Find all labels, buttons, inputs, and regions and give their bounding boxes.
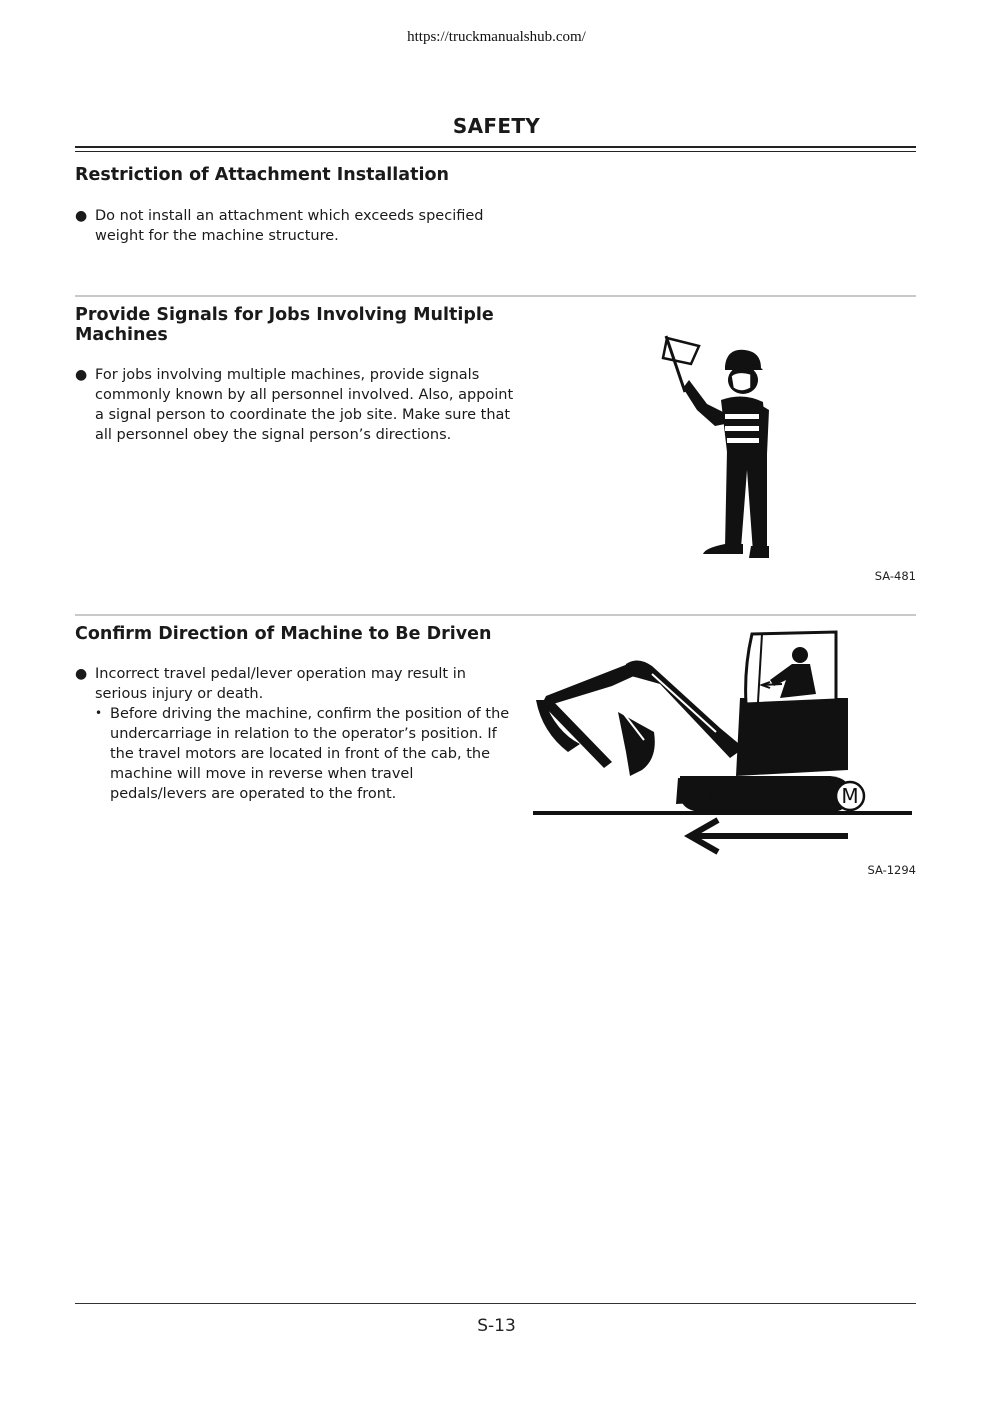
signal-person-figure — [655, 330, 785, 565]
sub-bullet-direction — [93, 704, 513, 804]
bullet-signals — [75, 365, 515, 445]
figure-caption: SA-1294 — [867, 863, 916, 877]
page-title: SAFETY — [452, 114, 541, 138]
footer-rule — [75, 1303, 916, 1304]
bullet-text: Do not install an attachment which exceeds specified weight for the machine structure. — [95, 208, 484, 244]
bullet-dot: ● — [75, 208, 88, 224]
motor-label: M — [841, 784, 859, 808]
section-divider — [75, 295, 916, 297]
section-heading-signals: Provide Signals for Jobs Involving Multiple Machines — [75, 305, 494, 345]
page-number: S-13 — [477, 1316, 516, 1336]
section-heading-attachment: Restriction of Attachment Installation — [75, 165, 449, 185]
bullet-direction — [75, 664, 515, 704]
sub-bullet-text: Before driving the machine, confirm the position of the undercarriage in relation to the operator’s position. If the travel motors are located in front of the cab, the machine will move in reverse when travel pedals/levers are operated to the front. — [110, 706, 510, 802]
bullet-dot: ● — [75, 666, 88, 682]
section-heading-direction: Confirm Direction of Machine to Be Driven — [75, 624, 492, 644]
sub-bullet-dot: • — [95, 706, 103, 720]
bullet-text: Incorrect travel pedal/lever operation may result in serious injury or death. — [95, 666, 466, 702]
section-divider — [75, 614, 916, 616]
bullet-attachment — [75, 206, 495, 246]
bullet-text: For jobs involving multiple machines, provide signals commonly known by all personnel involved. Also, appoint a signal person to coordinate the job site. Make sure that all personnel obey the signal person’s directions. — [95, 367, 514, 443]
source-url[interactable]: https://truckmanualshub.com/ — [407, 29, 586, 45]
title-rule — [75, 146, 916, 152]
figure-caption: SA-481 — [874, 569, 916, 583]
bullet-dot: ● — [75, 367, 88, 383]
excavator-travel-direction-figure — [530, 628, 916, 858]
